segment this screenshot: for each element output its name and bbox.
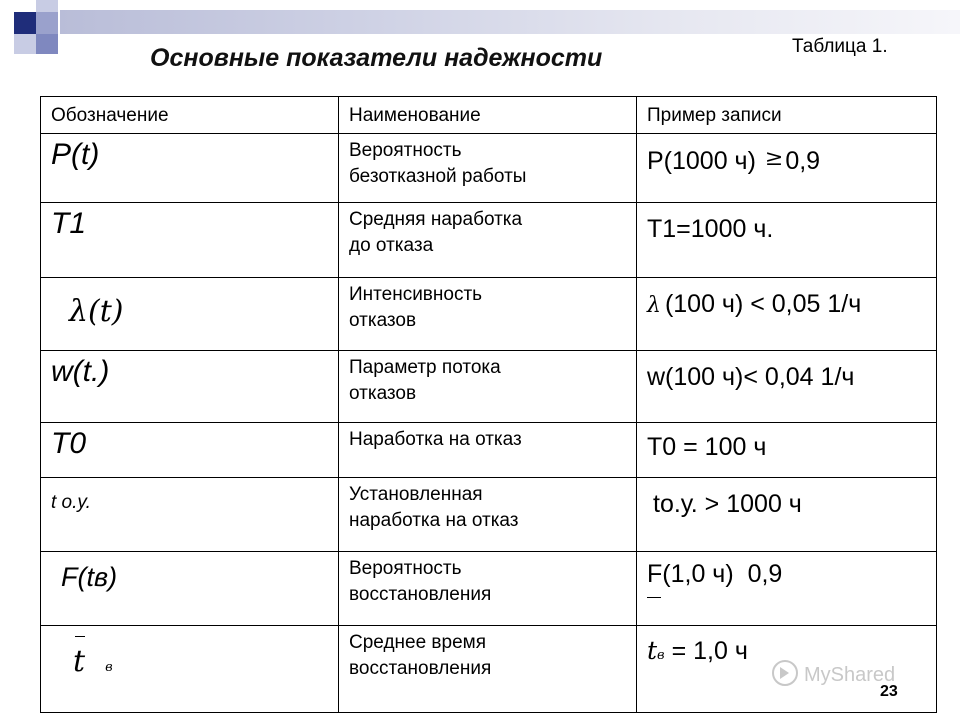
designation-cell: w(t.): [51, 355, 110, 388]
designation-cell: T0: [51, 427, 87, 460]
greater-equal-symbol: ≥: [764, 146, 784, 171]
example-cell: tо.у. > 1000 ч: [653, 490, 802, 518]
slide-title: Основные показатели надежности: [150, 44, 603, 72]
lambda-symbol: λ: [647, 293, 661, 318]
header-example: Пример записи: [637, 97, 937, 134]
example-cell: tв = 1,0 ч: [647, 636, 748, 665]
table-row: [41, 351, 937, 423]
slide-number: 23: [880, 683, 898, 700]
designation-cell: P(t): [51, 138, 100, 171]
subscript-v: в: [105, 660, 113, 675]
table-row: [41, 278, 937, 351]
designation-cell: t о.у.: [51, 492, 91, 513]
lambda-designation: λ(t): [69, 294, 124, 329]
t-bar-designation: t: [73, 644, 86, 679]
example-cell: T1=1000 ч.: [647, 215, 774, 243]
example-cell: P(1000 ч) ≥0,9: [647, 146, 821, 175]
example-cell: w(100 ч)< 0,04 1/ч: [647, 363, 855, 391]
overline-mark: [647, 597, 661, 598]
watermark: MyShared: [772, 660, 895, 687]
table-header-row: [41, 97, 937, 134]
table-caption: Таблица 1.: [792, 36, 888, 57]
name-cell: Интенсивность отказов: [349, 284, 483, 331]
example-cell: λ (100 ч) < 0,05 1/ч: [647, 290, 862, 318]
name-cell: Параметр потока отказов: [349, 357, 501, 404]
designation-cell: F(tв): [61, 562, 118, 592]
example-cell: F(1,0 ч) 0,9: [647, 560, 783, 588]
header-designation: Обозначение: [41, 97, 339, 134]
name-cell: Вероятность восстановления: [349, 558, 492, 605]
name-cell: Среднее время восстановления: [349, 632, 492, 679]
name-cell: Установленная наработка на отказ: [349, 484, 519, 531]
table-row: [41, 134, 937, 203]
table-row: [41, 203, 937, 278]
header-name: Наименование: [339, 97, 637, 134]
table-row: [41, 552, 937, 626]
designation-cell: T1: [51, 207, 87, 240]
reliability-table: [40, 96, 937, 713]
play-logo-icon: [772, 660, 798, 686]
header-stripe: [60, 10, 960, 34]
name-cell: Вероятность безотказной работы: [349, 140, 527, 187]
table-row: [41, 478, 937, 552]
table-row: [41, 423, 937, 478]
name-cell: Средняя наработка до отказа: [349, 209, 523, 256]
example-cell: T0 = 100 ч: [647, 433, 767, 461]
name-cell: Наработка на отказ: [349, 429, 522, 450]
